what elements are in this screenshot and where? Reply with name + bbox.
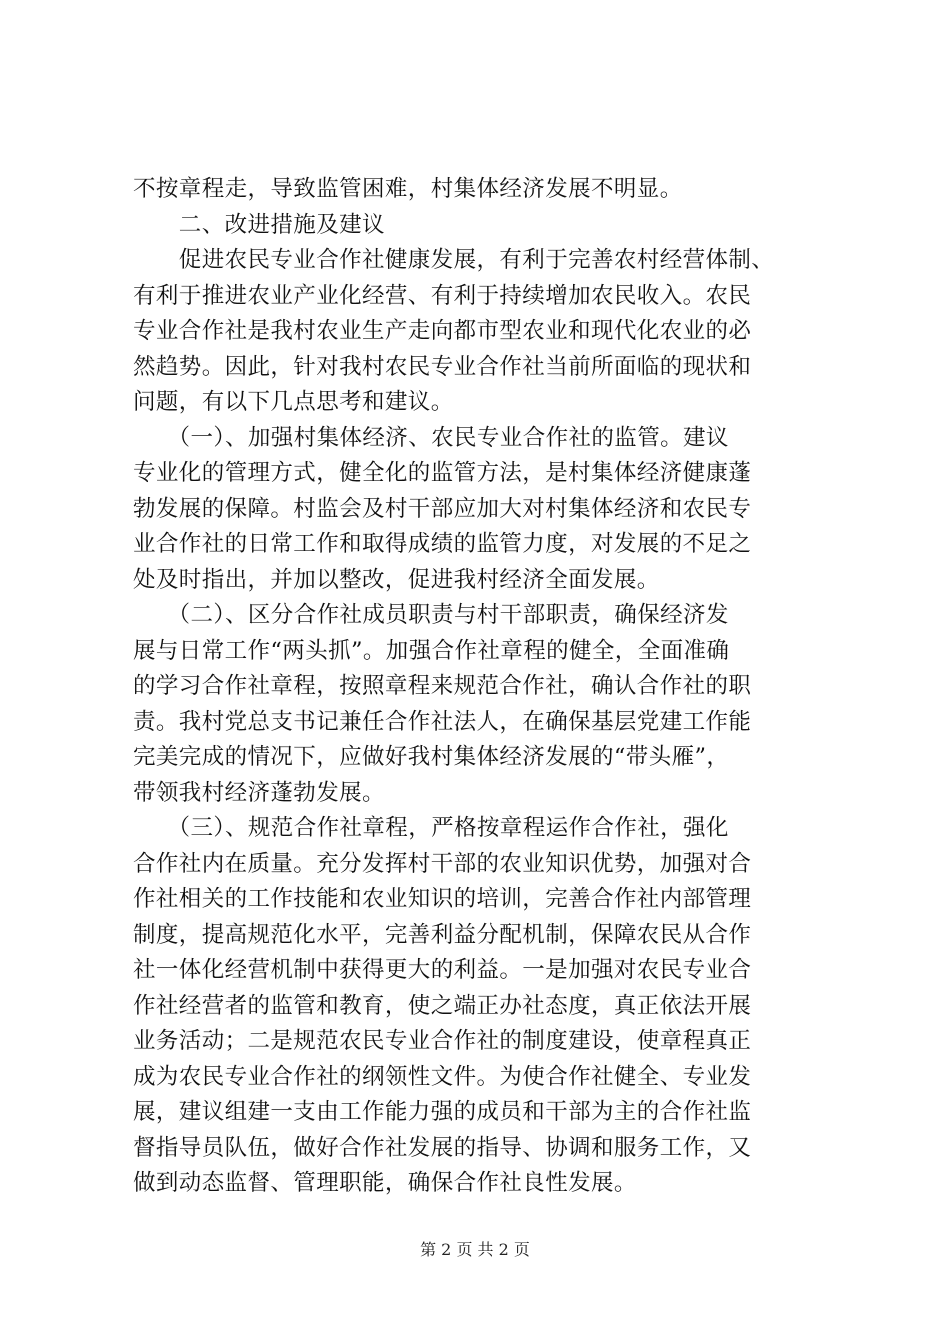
- text-line: 业务活动；二是规范农民专业合作社的制度建设，使章程真正: [133, 1028, 752, 1054]
- text-line: 责。我村党总支书记兼任合作社法人，在确保基层党建工作能: [133, 708, 752, 735]
- text-line: 专业合作社是我村农业生产走向都市型农业和现代化农业的必: [133, 318, 752, 344]
- page-number-footer: 第 2 页 共 2 页: [420, 1240, 530, 1259]
- text-line: 社一体化经营机制中获得更大的利益。一是加强对农民专业合: [133, 957, 752, 983]
- text-line: 不按章程走，导致监管困难，村集体经济发展不明显。: [133, 176, 683, 202]
- text-line: 促进农民专业合作社健康发展，有利于完善农村经营体制、: [133, 247, 775, 273]
- text-line: 然趋势。因此，针对我村农民专业合作社当前所面临的现状和: [133, 353, 752, 380]
- text-line: （一）、加强村集体经济、农民专业合作社的监管。建议: [133, 424, 729, 451]
- text-line: 完美完成的情况下，应做好我村集体经济发展的“带头雁”，: [133, 744, 730, 770]
- text-line: （三）、规范合作社章程，严格按章程运作合作社，强化: [133, 815, 729, 841]
- document-body: [133, 172, 833, 1202]
- section-heading: 二、改进措施及建议: [133, 211, 385, 238]
- text-line: 成为农民专业合作社的纲领性文件。为使合作社健全、专业发: [133, 1063, 752, 1090]
- text-line: 制度，提高规范化水平，完善利益分配机制，保障农民从合作: [133, 921, 752, 948]
- text-line: 的学习合作社章程，按照章程来规范合作社，确认合作社的职: [133, 673, 752, 699]
- text-line: 处及时指出，并加以整改，促进我村经济全面发展。: [133, 566, 660, 593]
- text-line: 问题，有以下几点思考和建议。: [133, 389, 454, 415]
- text-line: 勃发展的保障。村监会及村干部应加大对村集体经济和农民专: [133, 495, 752, 522]
- text-line: 专业化的管理方式，健全化的监管方法，是村集体经济健康蓬: [133, 460, 752, 486]
- text-line: 作社经营者的监管和教育，使之端正办社态度，真正依法开展: [133, 992, 752, 1019]
- text-line: 展，建议组建一支由工作能力强的成员和干部为主的合作社监: [133, 1099, 752, 1125]
- text-line: 合作社内在质量。充分发挥村干部的农业知识优势，加强对合: [133, 850, 752, 877]
- text-line: 做到动态监督、管理职能，确保合作社良性发展。: [133, 1170, 637, 1196]
- text-line: 作社相关的工作技能和农业知识的培训，完善合作社内部管理: [133, 886, 752, 912]
- text-line: 有利于推进农业产业化经营、有利于持续增加农民收入。农民: [133, 282, 752, 309]
- text-line: 业合作社的日常工作和取得成绩的监管力度，对发展的不足之: [133, 531, 752, 557]
- text-line: 带领我村经济蓬勃发展。: [133, 779, 385, 806]
- text-line: 展与日常工作“两头抓”。加强合作社章程的健全，全面准确: [133, 637, 730, 664]
- text-line: （二）、区分合作社成员职责与村干部职责，确保经济发: [133, 602, 729, 628]
- text-line: 督指导员队伍，做好合作社发展的指导、协调和服务工作，又: [133, 1134, 752, 1161]
